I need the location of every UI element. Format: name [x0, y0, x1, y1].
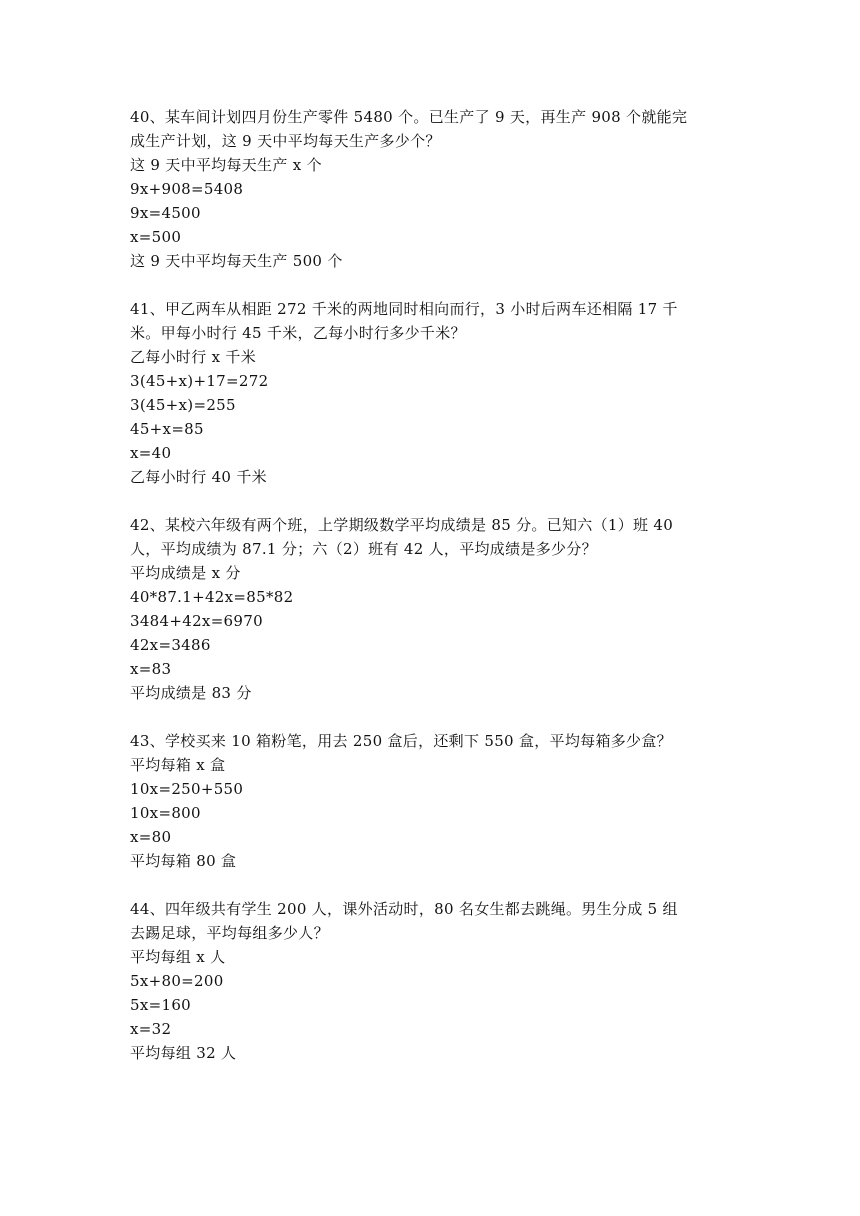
solution-line: 40*87.1+42x=85*82	[130, 588, 294, 606]
solution-line: x=500	[130, 228, 182, 246]
document-page	[130, 105, 730, 1089]
problem-43	[130, 729, 730, 873]
solution-line: 10x=800	[130, 804, 201, 822]
question-line: 43、学校买来 10 箱粉笔，用去 250 盒后，还剩下 550 盒，平均每箱多少盒？	[130, 732, 672, 750]
question-line: 42、某校六年级有两个班，上学期级数学平均成绩是 85 分。已知六（1）班 40	[130, 516, 674, 534]
solution-line: 平均每箱 x 盒	[130, 756, 226, 774]
solution-line: 42x=3486	[130, 636, 211, 654]
problem-40	[130, 105, 730, 273]
solution-line: 3484+42x=6970	[130, 612, 263, 630]
solution-line: x=40	[130, 444, 172, 462]
solution-line: 3(45+x)=255	[130, 396, 236, 414]
solution-line: 45+x=85	[130, 420, 204, 438]
solution-line: 这 9 天中平均每天生产 x 个	[130, 156, 322, 174]
solution-line: 平均每箱 80 盒	[130, 852, 237, 870]
solution-line: 平均每组 32 人	[130, 1044, 237, 1062]
solution-line: 5x=160	[130, 996, 192, 1014]
question-line: 去踢足球，平均每组多少人？	[130, 924, 329, 942]
solution-line: x=32	[130, 1020, 172, 1038]
problem-41	[130, 297, 730, 489]
solution-line: 9x=4500	[130, 204, 201, 222]
solution-line: 乙每小时行 x 千米	[130, 348, 256, 366]
question-line: 米。甲每小时行 45 千米，乙每小时行多少千米？	[130, 324, 466, 342]
question-line: 41、甲乙两车从相距 272 千米的两地同时相向而行，3 小时后两车还相隔 17 千	[130, 300, 678, 318]
solution-line: 3(45+x)+17=272	[130, 372, 269, 390]
solution-line: 平均每组 x 人	[130, 948, 226, 966]
problem-42	[130, 513, 730, 705]
question-line: 成生产计划，这 9 天中平均每天生产多少个？	[130, 132, 441, 150]
solution-line: 5x+80=200	[130, 972, 224, 990]
question-line: 44、四年级共有学生 200 人，课外活动时，80 名女生都去跳绳。男生分成 5 组	[130, 900, 678, 918]
solution-line: 9x+908=5408	[130, 180, 244, 198]
solution-line: 这 9 天中平均每天生产 500 个	[130, 252, 343, 270]
solution-line: x=83	[130, 660, 172, 678]
solution-line: 平均成绩是 83 分	[130, 684, 252, 702]
solution-line: 平均成绩是 x 分	[130, 564, 241, 582]
solution-line: 乙每小时行 40 千米	[130, 468, 267, 486]
question-line: 人，平均成绩为 87.1 分；六（2）班有 42 人，平均成绩是多少分？	[130, 540, 597, 558]
solution-line: 10x=250+550	[130, 780, 244, 798]
solution-line: x=80	[130, 828, 172, 846]
question-line: 40、某车间计划四月份生产零件 5480 个。已生产了 9 天，再生产 908 个就能完	[130, 108, 688, 126]
problem-44	[130, 897, 730, 1065]
